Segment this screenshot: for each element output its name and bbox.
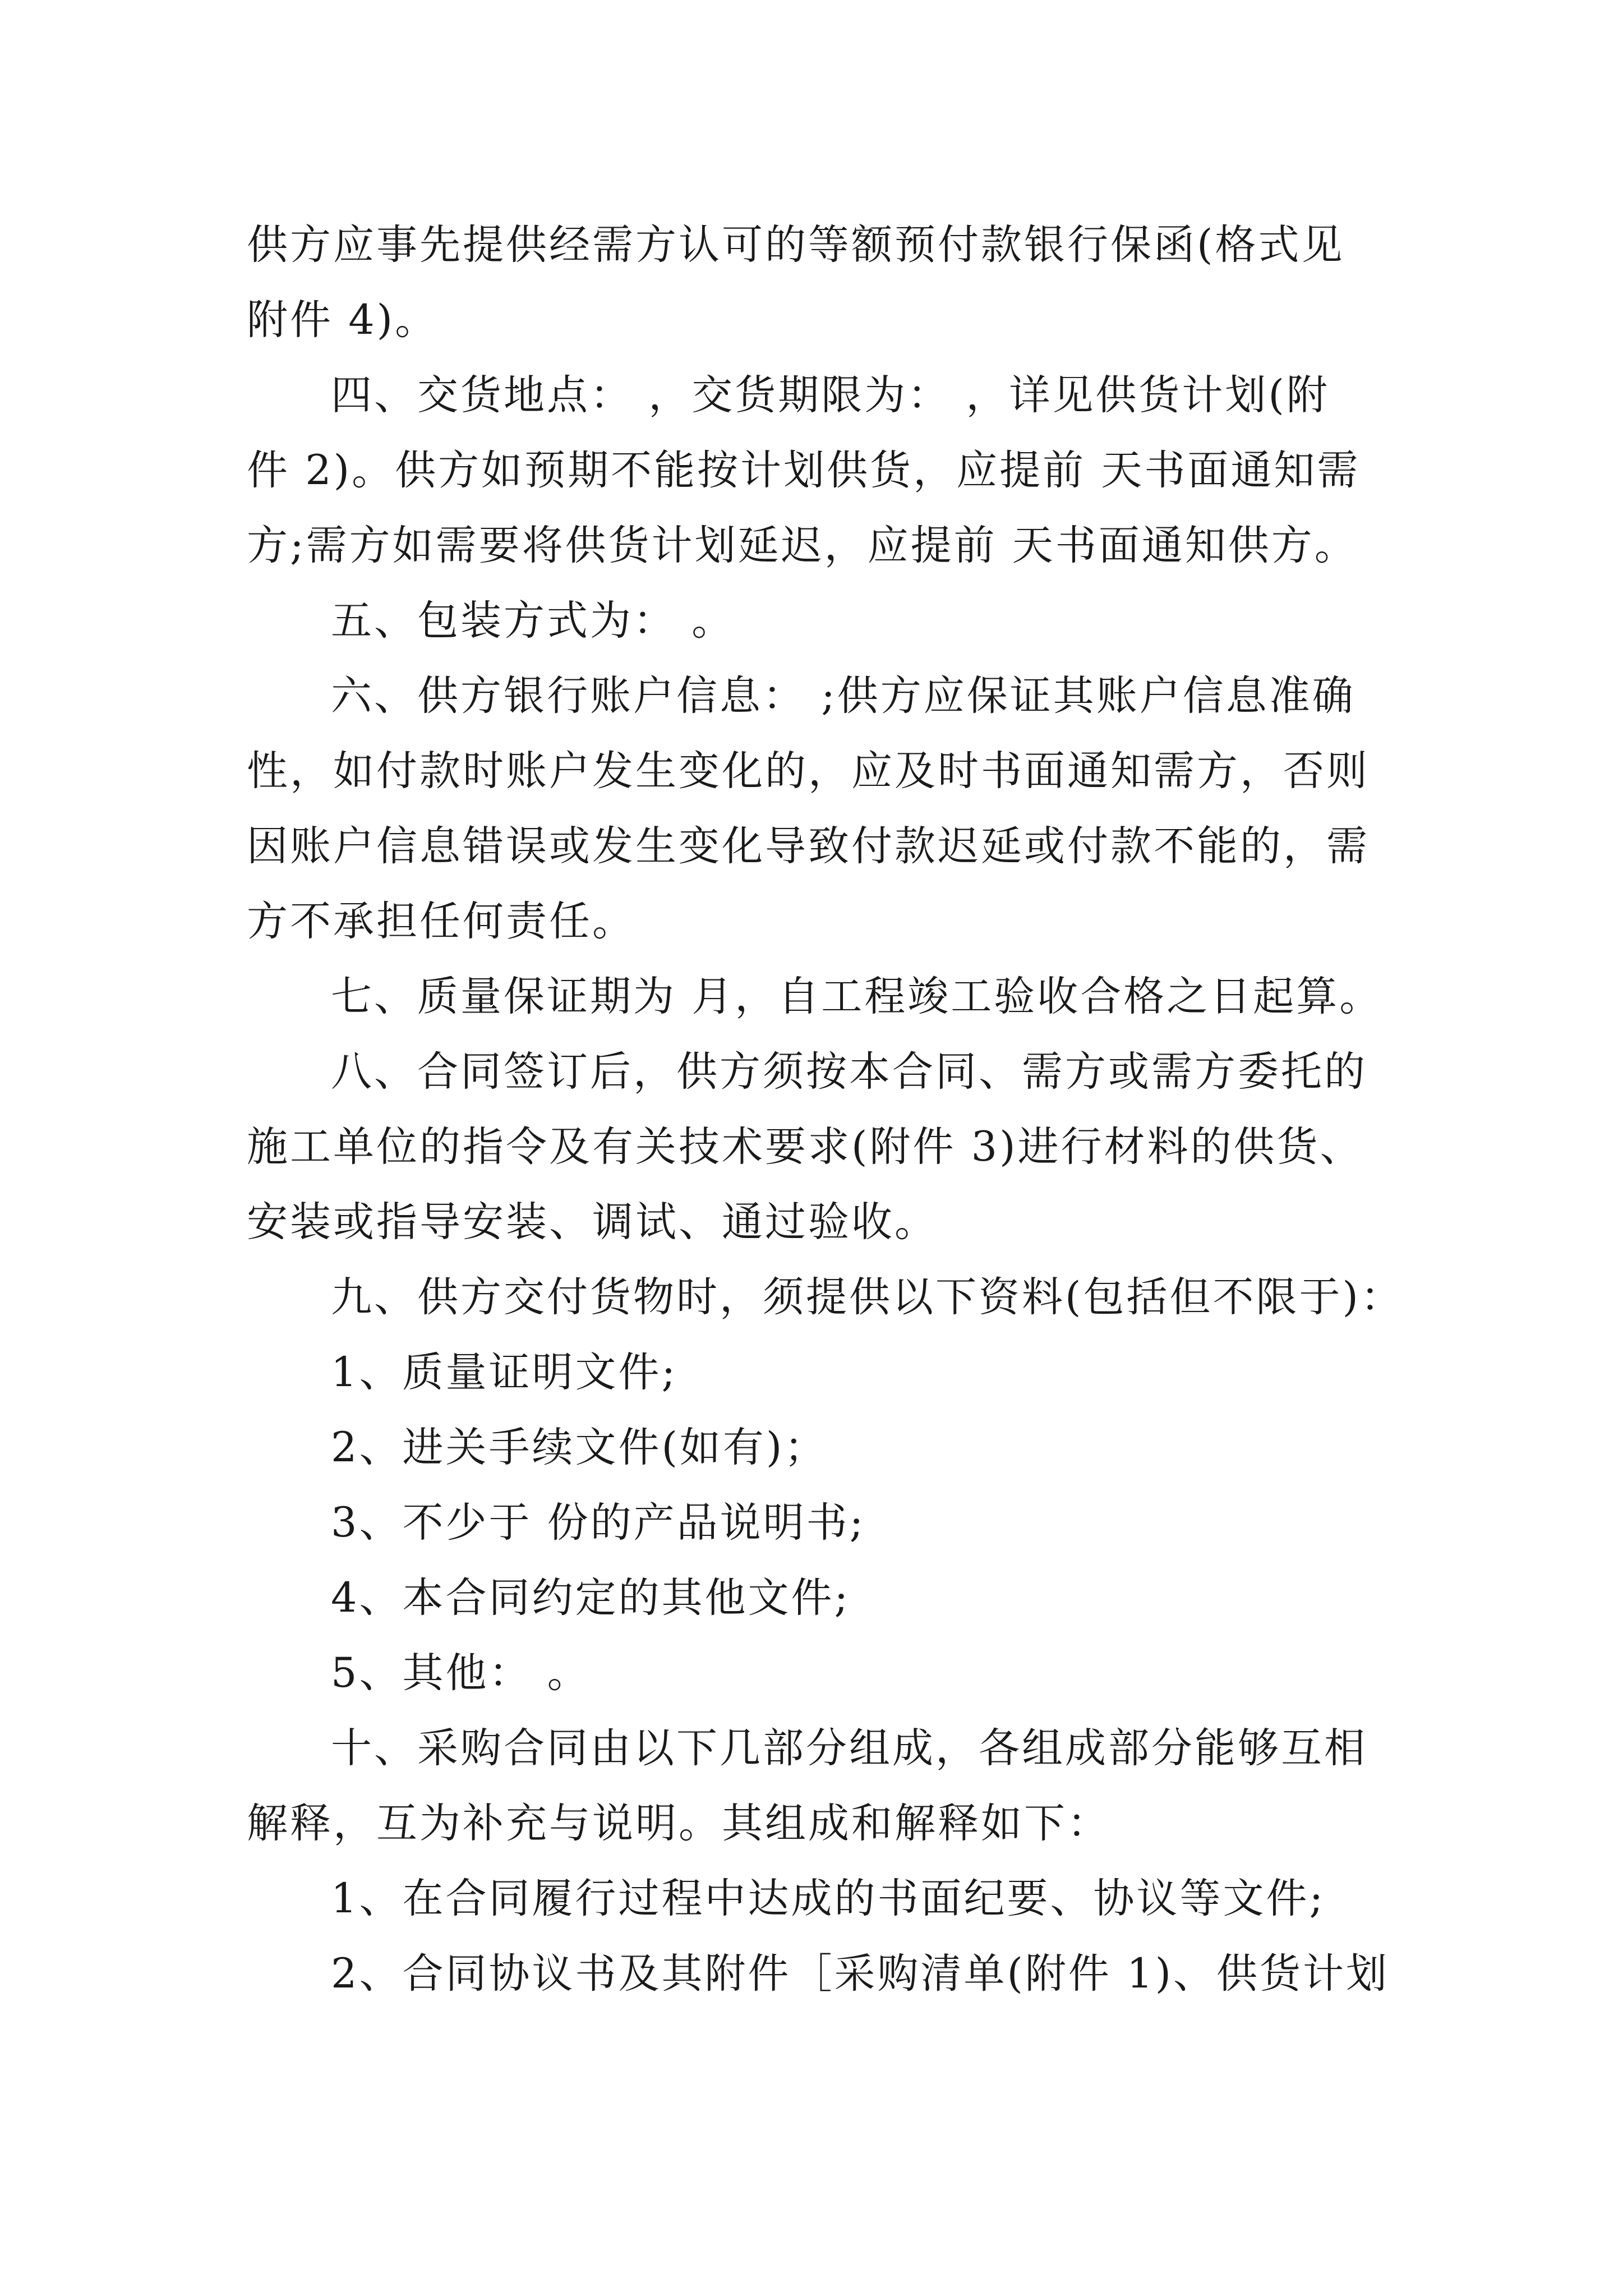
list-item: 2、合同协议书及其附件［采购清单(附件 1)、供货计划	[331, 1950, 1390, 1998]
text-line: 安装或指导安装、调试、通过验收。	[247, 1198, 938, 1246]
list-item: 1、在合同履行过程中达成的书面纪要、协议等文件;	[331, 1875, 1326, 1922]
text-line: 附件 4)。	[247, 296, 439, 344]
list-item: 1、质量证明文件;	[331, 1349, 678, 1396]
text-line: 施工单位的指令及有关技术要求(附件 3)进行材料的供货、	[247, 1123, 1363, 1171]
list-item: 3、不少于 份的产品说明书;	[331, 1499, 866, 1547]
list-item: 2、进关手续文件(如有)；	[331, 1424, 828, 1471]
text-line: 方;需方如需要将供货计划延迟，应提前 天书面通知供方。	[247, 522, 1358, 569]
text-line: 件 2)。供方如预期不能按计划供货，应提前 天书面通知需	[247, 447, 1361, 494]
document-body	[247, 208, 1402, 2012]
text-line: 六、供方银行账户信息： ;供方应保证其账户信息准确	[331, 672, 1355, 720]
list-item: 4、本合同约定的其他文件;	[331, 1574, 851, 1622]
text-line: 供方应事先提供经需方认可的等额预付款银行保函(格式见	[247, 221, 1345, 269]
list-item: 5、其他： 。	[331, 1649, 591, 1697]
text-line: 方不承担任何责任。	[247, 898, 635, 945]
text-line: 四、交货地点： ，交货期限为： ，详见供货计划(附	[331, 371, 1330, 419]
text-line: 九、供方交付货物时，须提供以下资料(包括但不限于)：	[331, 1273, 1404, 1321]
text-line: 解释，互为补充与说明。其组成和解释如下：	[247, 1800, 1110, 1847]
text-line: 因账户信息错误或发生变化导致付款迟延或付款不能的，需	[247, 822, 1370, 870]
text-line: 五、包装方式为： 。	[331, 597, 735, 645]
text-line: 性，如付款时账户发生变化的，应及时书面通知需方，否则	[247, 747, 1370, 795]
text-line: 八、合同签订后，供方须按本合同、需方或需方委托的	[331, 1048, 1367, 1096]
text-line: 七、质量保证期为 月，自工程竣工验收合格之日起算。	[331, 973, 1383, 1020]
text-line: 十、采购合同由以下几部分组成，各组成部分能够互相	[331, 1724, 1367, 1772]
